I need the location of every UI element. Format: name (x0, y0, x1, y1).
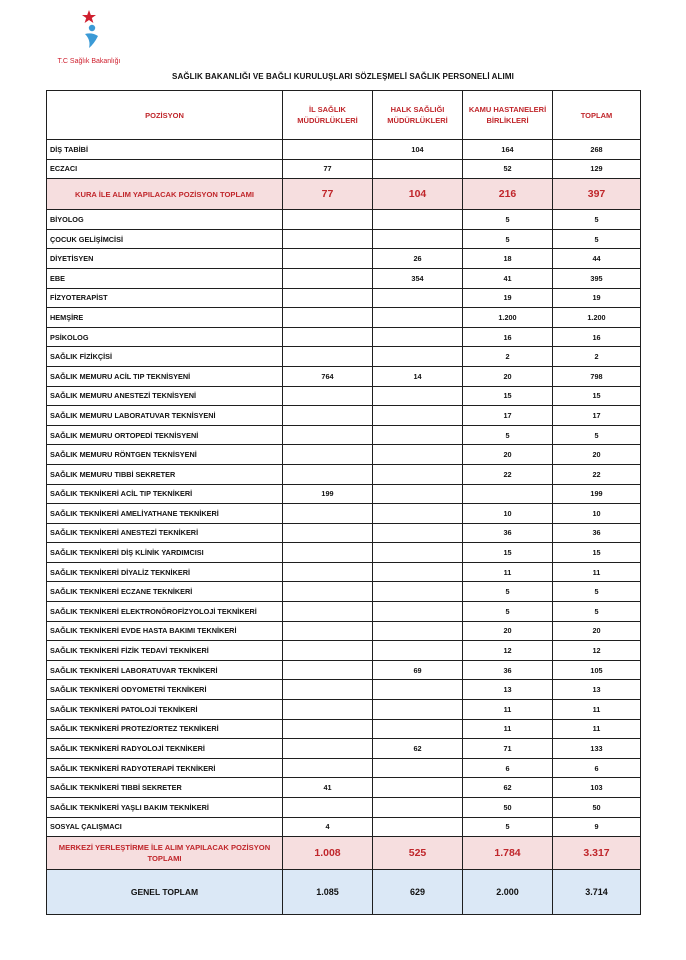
value-cell: 5 (553, 602, 641, 622)
value-cell: 6 (553, 758, 641, 778)
value-cell: 129 (553, 159, 641, 179)
value-cell (283, 621, 373, 641)
value-cell: 216 (463, 179, 553, 210)
value-cell (373, 159, 463, 179)
value-cell (283, 140, 373, 160)
table-row (47, 366, 641, 386)
position-cell: BİYOLOG (47, 210, 283, 230)
value-cell (283, 268, 373, 288)
value-cell: 22 (553, 464, 641, 484)
value-cell (373, 602, 463, 622)
position-cell: SAĞLIK TEKNİKERİ ECZANE TEKNİKERİ (47, 582, 283, 602)
logo-text: T.C Sağlık Bakanlığı (57, 58, 121, 65)
value-cell: 69 (373, 660, 463, 680)
value-cell: 798 (553, 366, 641, 386)
value-cell (283, 523, 373, 543)
value-cell: 20 (463, 445, 553, 465)
value-cell (283, 758, 373, 778)
value-cell: 20 (553, 445, 641, 465)
crescent-star-icon (64, 8, 114, 58)
value-cell (283, 562, 373, 582)
table-row (47, 347, 641, 367)
value-cell (463, 484, 553, 504)
position-cell: SAĞLIK MEMURU RÖNTGEN TEKNİSYENİ (47, 445, 283, 465)
value-cell: 52 (463, 159, 553, 179)
value-cell (283, 347, 373, 367)
value-cell: 105 (553, 660, 641, 680)
value-cell (373, 758, 463, 778)
table-row (47, 523, 641, 543)
position-cell: SAĞLIK TEKNİKERİ DİYALİZ TEKNİKERİ (47, 562, 283, 582)
personnel-table (46, 90, 641, 915)
value-cell (283, 660, 373, 680)
position-cell: SAĞLIK TEKNİKERİ FİZİK TEDAVİ TEKNİKERİ (47, 641, 283, 661)
value-cell: 2 (553, 347, 641, 367)
value-cell (373, 641, 463, 661)
position-cell: SAĞLIK TEKNİKERİ ELEKTRONÖROFİZYOLOJİ TEKNİKERİ (47, 602, 283, 622)
table-body (47, 140, 641, 915)
value-cell: 1.008 (283, 837, 373, 870)
value-cell: 5 (463, 582, 553, 602)
value-cell: 20 (553, 621, 641, 641)
value-cell: 525 (373, 837, 463, 870)
value-cell: 164 (463, 140, 553, 160)
position-cell: HEMŞİRE (47, 308, 283, 328)
value-cell (373, 406, 463, 426)
value-cell: 5 (463, 425, 553, 445)
value-cell: 17 (553, 406, 641, 426)
position-cell: FİZYOTERAPİST (47, 288, 283, 308)
value-cell: 3.317 (553, 837, 641, 870)
value-cell: 268 (553, 140, 641, 160)
table-row (47, 308, 641, 328)
value-cell: 5 (553, 425, 641, 445)
table-row (47, 464, 641, 484)
value-cell: 4 (283, 817, 373, 837)
value-cell: 5 (553, 582, 641, 602)
value-cell (373, 562, 463, 582)
value-cell: 103 (553, 778, 641, 798)
value-cell (283, 425, 373, 445)
value-cell: 10 (463, 504, 553, 524)
table-row (47, 817, 641, 837)
value-cell: 26 (373, 249, 463, 269)
position-cell: SAĞLIK TEKNİKERİ AMELİYATHANE TEKNİKERİ (47, 504, 283, 524)
position-cell: SAĞLIK TEKNİKERİ ANESTEZİ TEKNİKERİ (47, 523, 283, 543)
value-cell: 11 (553, 719, 641, 739)
table-row (47, 159, 641, 179)
value-cell: 19 (463, 288, 553, 308)
value-cell (373, 327, 463, 347)
value-cell: 19 (553, 288, 641, 308)
value-cell (283, 641, 373, 661)
value-cell: 104 (373, 140, 463, 160)
position-cell: SAĞLIK TEKNİKERİ ACİL TIP TEKNİKERİ (47, 484, 283, 504)
value-cell: 11 (463, 719, 553, 739)
position-cell: EBE (47, 268, 283, 288)
value-cell: 16 (553, 327, 641, 347)
value-cell: 3.714 (553, 870, 641, 915)
value-cell: 12 (463, 641, 553, 661)
subtotal-row-lottery (47, 179, 641, 210)
value-cell (373, 621, 463, 641)
value-cell (283, 249, 373, 269)
table-row (47, 406, 641, 426)
value-cell (373, 308, 463, 328)
subtotal-row-central (47, 837, 641, 870)
value-cell (283, 308, 373, 328)
value-cell: 17 (463, 406, 553, 426)
value-cell (283, 504, 373, 524)
table-row (47, 229, 641, 249)
value-cell (373, 386, 463, 406)
value-cell (283, 582, 373, 602)
position-cell: PSİKOLOG (47, 327, 283, 347)
header-row (47, 91, 641, 140)
value-cell (283, 680, 373, 700)
table-row (47, 484, 641, 504)
value-cell: 12 (553, 641, 641, 661)
value-cell: 397 (553, 179, 641, 210)
value-cell: 11 (553, 700, 641, 720)
table-row (47, 680, 641, 700)
value-cell (283, 464, 373, 484)
value-cell: 629 (373, 870, 463, 915)
value-cell: 199 (553, 484, 641, 504)
value-cell (373, 425, 463, 445)
value-cell: 1.784 (463, 837, 553, 870)
value-cell (373, 700, 463, 720)
value-cell: 5 (463, 229, 553, 249)
position-cell: SAĞLIK TEKNİKERİ TIBBİ SEKRETER (47, 778, 283, 798)
table-row (47, 602, 641, 622)
value-cell (373, 347, 463, 367)
value-cell (283, 700, 373, 720)
position-cell: SAĞLIK MEMURU ACİL TIP TEKNİSYENİ (47, 366, 283, 386)
grand-total-row (47, 870, 641, 915)
position-cell: DİYETİSYEN (47, 249, 283, 269)
value-cell: 13 (553, 680, 641, 700)
position-cell: SAĞLIK MEMURU TIBBİ SEKRETER (47, 464, 283, 484)
value-cell: 77 (283, 179, 373, 210)
table-row (47, 778, 641, 798)
value-cell (373, 523, 463, 543)
table-row (47, 425, 641, 445)
value-cell: 50 (463, 798, 553, 818)
table-row (47, 798, 641, 818)
table-row (47, 268, 641, 288)
value-cell: 44 (553, 249, 641, 269)
value-cell: 15 (553, 386, 641, 406)
position-cell: DİŞ TABİBİ (47, 140, 283, 160)
value-cell (373, 445, 463, 465)
value-cell (283, 719, 373, 739)
value-cell (283, 739, 373, 759)
table-row (47, 327, 641, 347)
position-cell: SAĞLIK TEKNİKERİ PATOLOJİ TEKNİKERİ (47, 700, 283, 720)
value-cell: 2.000 (463, 870, 553, 915)
value-cell: 104 (373, 179, 463, 210)
position-cell: SAĞLIK TEKNİKERİ EVDE HASTA BAKIMI TEKNİKERİ (47, 621, 283, 641)
value-cell: 62 (373, 739, 463, 759)
position-cell: SAĞLIK TEKNİKERİ ODYOMETRİ TEKNİKERİ (47, 680, 283, 700)
value-cell: 36 (463, 523, 553, 543)
position-cell: ÇOCUK GELİŞİMCİSİ (47, 229, 283, 249)
value-cell: 15 (553, 543, 641, 563)
value-cell: 22 (463, 464, 553, 484)
value-cell (373, 504, 463, 524)
value-cell: 18 (463, 249, 553, 269)
value-cell: 20 (463, 366, 553, 386)
document-title: SAĞLIK BAKANLIĞI VE BAĞLI KURULUŞLARI SÖZLEŞMELİ SAĞLIK PERSONELİ ALIMI (172, 72, 514, 81)
column-header: İL SAĞLIK MÜDÜRLÜKLERİ (283, 91, 373, 140)
position-cell: SAĞLIK TEKNİKERİ YAŞLI BAKIM TEKNİKERİ (47, 798, 283, 818)
table-row (47, 660, 641, 680)
value-cell: 133 (553, 739, 641, 759)
position-cell: SAĞLIK TEKNİKERİ RADYOLOJİ TEKNİKERİ (47, 739, 283, 759)
value-cell: 395 (553, 268, 641, 288)
value-cell: 2 (463, 347, 553, 367)
table-row (47, 288, 641, 308)
value-cell: 62 (463, 778, 553, 798)
value-cell: 354 (373, 268, 463, 288)
ministry-logo (46, 8, 132, 70)
value-cell: 10 (553, 504, 641, 524)
value-cell (283, 288, 373, 308)
position-cell: SAĞLIK FİZİKÇİSİ (47, 347, 283, 367)
value-cell: 41 (283, 778, 373, 798)
value-cell: 11 (553, 562, 641, 582)
value-cell (373, 484, 463, 504)
position-cell: SAĞLIK TEKNİKERİ LABORATUVAR TEKNİKERİ (47, 660, 283, 680)
value-cell: 11 (463, 700, 553, 720)
column-header: POZİSYON (47, 91, 283, 140)
value-cell: 77 (283, 159, 373, 179)
position-cell: SAĞLIK TEKNİKERİ RADYOTERAPİ TEKNİKERİ (47, 758, 283, 778)
table-row (47, 739, 641, 759)
table-row (47, 140, 641, 160)
value-cell (373, 543, 463, 563)
value-cell: 36 (463, 660, 553, 680)
value-cell: 1.200 (463, 308, 553, 328)
table-header (47, 91, 641, 140)
value-cell: 15 (463, 386, 553, 406)
value-cell: 15 (463, 543, 553, 563)
value-cell: 199 (283, 484, 373, 504)
table-row (47, 719, 641, 739)
value-cell (283, 210, 373, 230)
position-cell: SAĞLIK TEKNİKERİ PROTEZ/ORTEZ TEKNİKERİ (47, 719, 283, 739)
table-row (47, 543, 641, 563)
value-cell: 1.200 (553, 308, 641, 328)
value-cell (373, 288, 463, 308)
table-row (47, 445, 641, 465)
table-row (47, 210, 641, 230)
value-cell: 41 (463, 268, 553, 288)
value-cell (283, 602, 373, 622)
value-cell: 6 (463, 758, 553, 778)
value-cell (373, 464, 463, 484)
value-cell (373, 817, 463, 837)
table-row (47, 582, 641, 602)
column-header: KAMU HASTANELERİ BİRLİKLERİ (463, 91, 553, 140)
value-cell (373, 778, 463, 798)
value-cell: 5 (553, 229, 641, 249)
position-cell: GENEL TOPLAM (47, 870, 283, 915)
value-cell: 20 (463, 621, 553, 641)
position-cell: SAĞLIK MEMURU ANESTEZİ TEKNİSYENİ (47, 386, 283, 406)
value-cell: 50 (553, 798, 641, 818)
value-cell (283, 445, 373, 465)
value-cell (373, 680, 463, 700)
position-cell: SAĞLIK MEMURU LABORATUVAR TEKNİSYENİ (47, 406, 283, 426)
position-cell: MERKEZİ YERLEŞTİRME İLE ALIM YAPILACAK POZİSYON TOPLAMI (47, 837, 283, 870)
table-row (47, 386, 641, 406)
value-cell: 13 (463, 680, 553, 700)
value-cell: 14 (373, 366, 463, 386)
table-row (47, 621, 641, 641)
value-cell (373, 798, 463, 818)
position-cell: SOSYAL ÇALIŞMACI (47, 817, 283, 837)
value-cell: 5 (463, 602, 553, 622)
value-cell (283, 406, 373, 426)
value-cell: 36 (553, 523, 641, 543)
position-cell: SAĞLIK TEKNİKERİ DİŞ KLİNİK YARDIMCISI (47, 543, 283, 563)
value-cell: 764 (283, 366, 373, 386)
value-cell (373, 582, 463, 602)
column-header: TOPLAM (553, 91, 641, 140)
value-cell (373, 719, 463, 739)
value-cell: 1.085 (283, 870, 373, 915)
value-cell (373, 229, 463, 249)
value-cell: 5 (463, 817, 553, 837)
value-cell: 71 (463, 739, 553, 759)
value-cell (373, 210, 463, 230)
value-cell (283, 327, 373, 347)
value-cell: 16 (463, 327, 553, 347)
value-cell (283, 543, 373, 563)
value-cell: 5 (463, 210, 553, 230)
table-row (47, 562, 641, 582)
position-cell: SAĞLIK MEMURU ORTOPEDİ TEKNİSYENİ (47, 425, 283, 445)
value-cell: 11 (463, 562, 553, 582)
value-cell (283, 386, 373, 406)
value-cell: 5 (553, 210, 641, 230)
position-cell: ECZACI (47, 159, 283, 179)
value-cell (283, 798, 373, 818)
position-cell: KURA İLE ALIM YAPILACAK POZİSYON TOPLAMI (47, 179, 283, 210)
table-row (47, 641, 641, 661)
table-row (47, 504, 641, 524)
table-row (47, 700, 641, 720)
table-row (47, 249, 641, 269)
value-cell: 9 (553, 817, 641, 837)
table-row (47, 758, 641, 778)
value-cell (283, 229, 373, 249)
column-header: HALK SAĞLIĞI MÜDÜRLÜKLERİ (373, 91, 463, 140)
